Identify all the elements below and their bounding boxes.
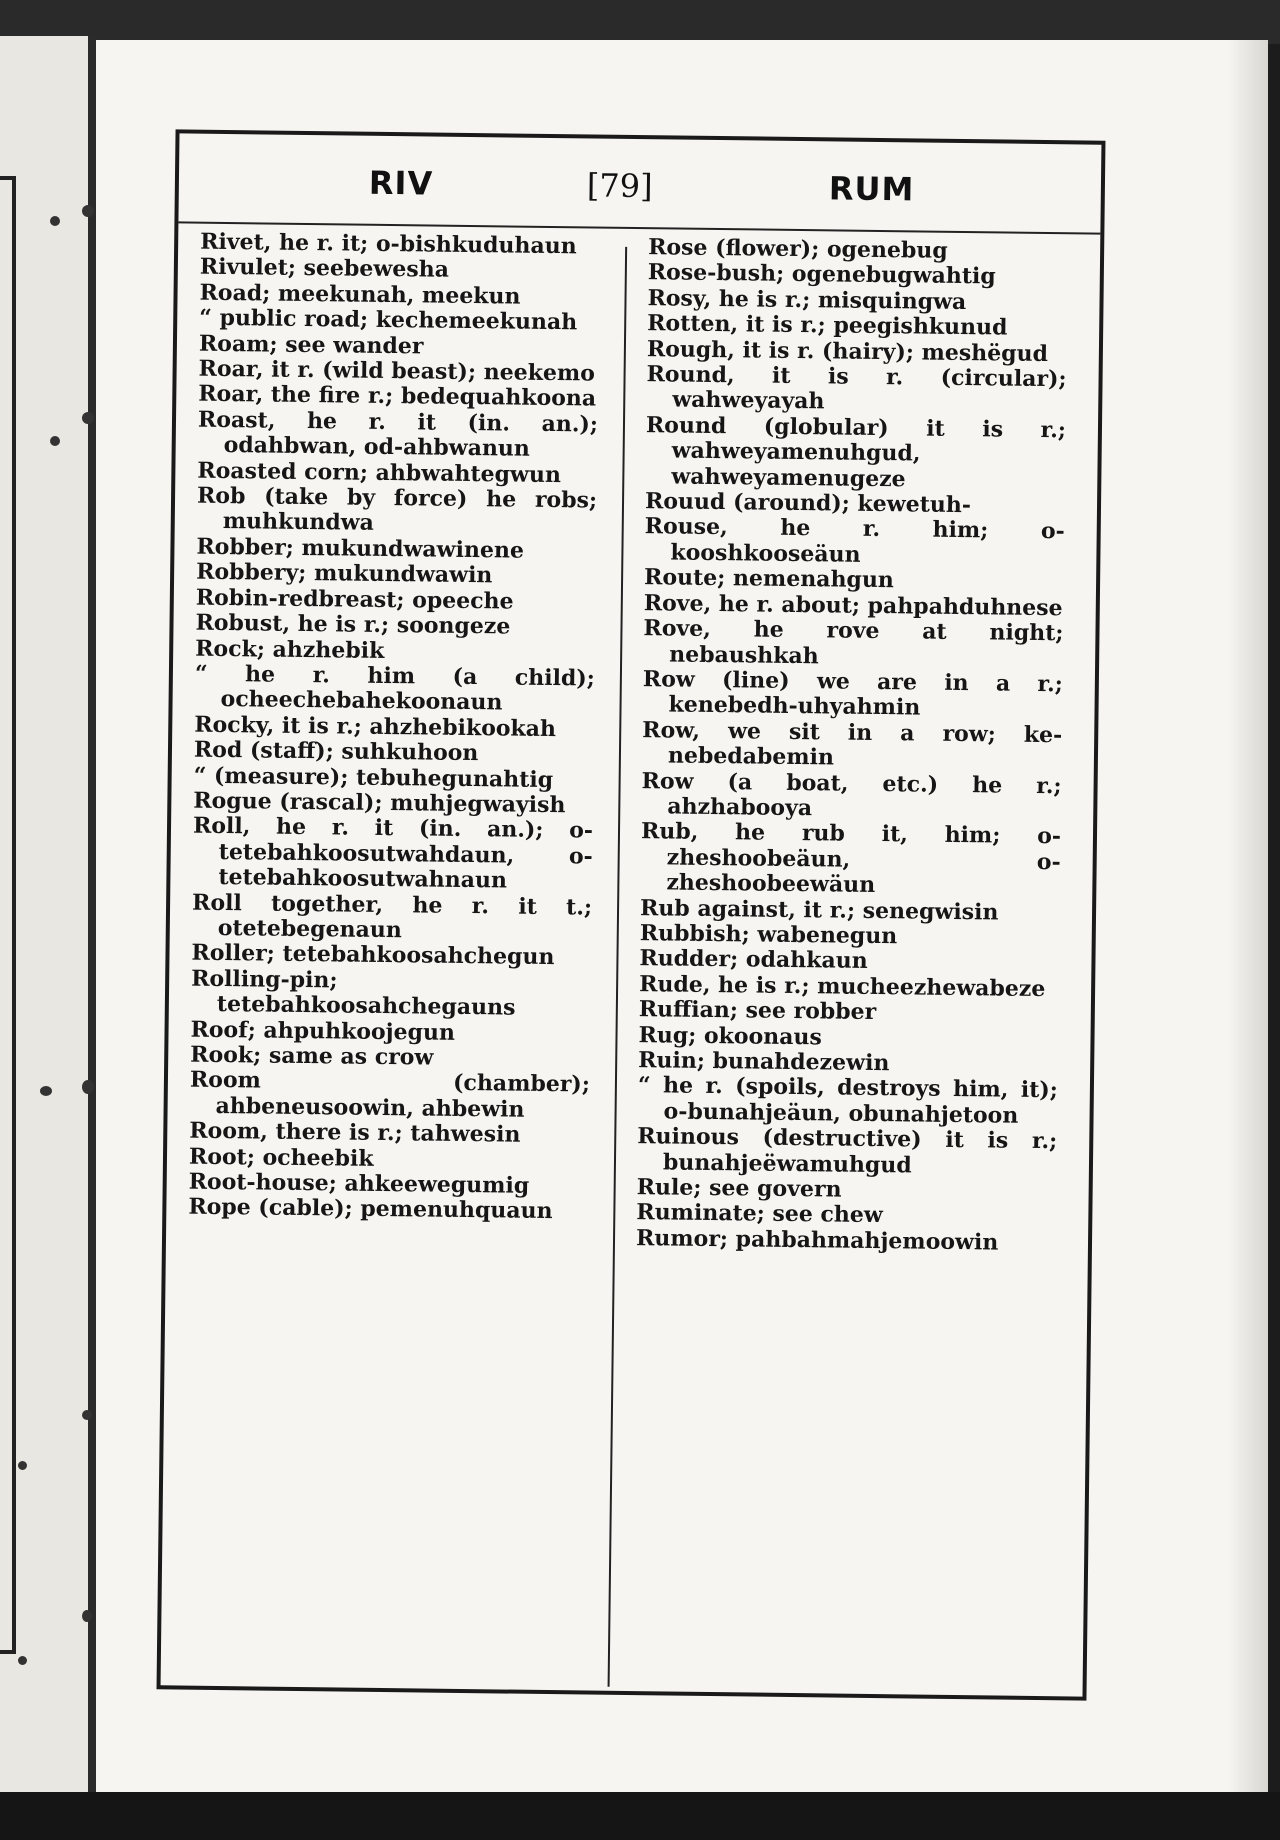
dictionary-entry: Ruffian; see robber bbox=[638, 996, 877, 1026]
dictionary-entry: Rug; okoonaus bbox=[638, 1021, 823, 1050]
scan-top-border bbox=[0, 0, 1280, 44]
dictionary-entry: Roam; see wander bbox=[198, 330, 424, 360]
dictionary-entry: Road; meekunah, meekun bbox=[199, 279, 521, 310]
dictionary-entry: Roar, the fire r.; bedequahkoona bbox=[198, 381, 597, 412]
dictionary-entry: Row (a boat, etc.) he r.; ahzhabooya bbox=[641, 767, 1062, 822]
page-binding bbox=[88, 36, 96, 1806]
dictionary-entry: Root; ocheebik bbox=[188, 1143, 374, 1172]
left-page-edge bbox=[0, 36, 96, 1806]
page-number: [79] bbox=[586, 166, 653, 206]
dictionary-entry: “ (measure); tebuhegunahtig bbox=[193, 762, 554, 793]
page-edge-shadow bbox=[1228, 40, 1268, 1808]
dictionary-entry: Robbery; mukundwawin bbox=[195, 558, 493, 589]
dictionary-entry: Rock; ahzhebik bbox=[195, 635, 385, 664]
dictionary-entry: “ public road; kechemeekunah bbox=[199, 304, 578, 336]
dictionary-entry: Room, there is r.; tahwesin bbox=[189, 1117, 521, 1148]
dictionary-entry: Rotten, it is r.; peegishkunud bbox=[647, 310, 1008, 341]
dictionary-column-right bbox=[636, 235, 1068, 1256]
column-divider bbox=[608, 247, 628, 1687]
guide-word-right: RUM bbox=[828, 169, 915, 209]
dictionary-entry: Robust, he is r.; soongeze bbox=[195, 609, 511, 640]
binding-mark bbox=[50, 216, 60, 226]
dictionary-entry: Rough, it is r. (hairy); meshëgud bbox=[646, 335, 1049, 367]
dictionary-entry: Roll together, he r. it t.; otetebegenaun bbox=[191, 889, 593, 944]
dictionary-entry: Rivet, he r. it; o-bishkuduhaun bbox=[200, 228, 577, 260]
dictionary-entry: Room (chamber); ahbeneusoowin, ahbewin bbox=[189, 1067, 591, 1123]
dictionary-entry: Roasted corn; ahbwahtegwun bbox=[197, 457, 562, 488]
dictionary-entry: Round (globular) it is r.; wahweyamenuhgud, wahweyamenugeze bbox=[645, 411, 1067, 492]
dictionary-entry: “ he r. (spoils, destroys him, it); o-bunahjeäun, obunahjetoon bbox=[637, 1072, 1059, 1129]
page-header bbox=[178, 133, 1101, 234]
dictionary-entry: Rope (cable); pemenuhquaun bbox=[188, 1194, 553, 1225]
dictionary-entry: Row, we sit in a row; ke-nebedabemin bbox=[642, 716, 1063, 771]
dictionary-entry: Rude, he is r.; mucheezhewabeze bbox=[639, 970, 1046, 1002]
left-page-frame-edge bbox=[0, 176, 16, 1654]
dictionary-entry: Root-house; ahkeewegumig bbox=[188, 1168, 530, 1199]
dictionary-entry: Rolling-pin; tetebahkoosahchegauns bbox=[191, 965, 516, 1021]
dictionary-entry: Roller; tetebahkoosahchegun bbox=[191, 940, 555, 971]
dictionary-entry: Rubbish; wabenegun bbox=[639, 920, 898, 950]
dictionary-entry: Ruinous (destructive) it is r.; bunahjeëwamuhgud bbox=[637, 1123, 1058, 1179]
dictionary-entry: Rosy, he is r.; misquingwa bbox=[647, 284, 967, 315]
page-frame bbox=[157, 129, 1106, 1700]
dictionary-entry: Ruin; bunahdezewin bbox=[638, 1047, 890, 1077]
binding-mark bbox=[82, 412, 94, 424]
dictionary-entry: Rove, he rove at night; nebaushkah bbox=[643, 615, 1064, 669]
dictionary-entry: Route; nemenahgun bbox=[643, 564, 895, 594]
dictionary-entry: Rose (flower); ogenebug bbox=[648, 234, 948, 264]
dictionary-entry: Rumor; pahbahmahjemoowin bbox=[635, 1224, 999, 1256]
binding-mark bbox=[18, 1656, 27, 1665]
dictionary-entry: Roof; ahpuhkoojegun bbox=[190, 1016, 456, 1046]
binding-mark bbox=[18, 1461, 27, 1470]
dictionary-entry: Ruminate; see chew bbox=[636, 1199, 883, 1229]
dictionary-entry: Rouud (around); kewetuh- bbox=[644, 488, 972, 519]
dictionary-entry: Rocky, it is r.; ahzhebikookah bbox=[194, 711, 557, 742]
dictionary-column-left bbox=[188, 230, 600, 1226]
dictionary-entry: Rob (take by force) he robs; muhkundwa bbox=[196, 482, 598, 537]
scan-bottom-border bbox=[0, 1792, 1280, 1840]
dictionary-entry: Rogue (rascal); muhjegwayish bbox=[193, 787, 566, 819]
dictionary-entry: Rook; same as crow bbox=[190, 1041, 434, 1071]
dictionary-entry: Rudder; odahkaun bbox=[639, 945, 868, 975]
dictionary-entry: Roll, he r. it (in. an.); o-tetebahkoosutwahdaun, o-tetebahkoosutwahnaun bbox=[192, 812, 594, 894]
dictionary-entry: Round, it is r. (circular); wahweyayah bbox=[646, 361, 1067, 415]
binding-mark bbox=[82, 1410, 92, 1420]
dictionary-entry: Robber; mukundwawinene bbox=[196, 533, 525, 564]
dictionary-entry: Rose-bush; ogenebugwahtig bbox=[647, 259, 996, 290]
binding-mark bbox=[40, 1086, 52, 1096]
dictionary-entry: Row (line) we are in a r.; kenebedh-uhyahmin bbox=[642, 666, 1064, 721]
dictionary-entry: Rub against, it r.; senegwisin bbox=[639, 894, 999, 926]
dictionary-entry: Rove, he r. about; pahpahduhnese bbox=[643, 589, 1063, 621]
dictionary-entry: Rub, he rub it, him; o-zheshoobeäun, o-zheshoobeewäun bbox=[640, 818, 1062, 899]
dictionary-entry: Roar, it r. (wild beast); neekemo bbox=[198, 355, 596, 387]
binding-mark bbox=[82, 1080, 94, 1094]
dictionary-entry: Rule; see govern bbox=[636, 1174, 842, 1203]
dictionary-entry: Roast, he r. it (in. an.); odahbwan, od-ahbwanun bbox=[197, 406, 599, 462]
binding-mark bbox=[82, 1610, 92, 1622]
dictionary-entry: Rivulet; seebewesha bbox=[199, 254, 450, 284]
dictionary-entry: Rouse, he r. him; o-kooshkooseäun bbox=[644, 513, 1065, 568]
dictionary-entry: “ he r. him (a child); ocheechebahekoonaun bbox=[194, 660, 596, 716]
dictionary-entry: Rod (staff); suhkuhoon bbox=[193, 736, 479, 767]
dictionary-entry: Robin-redbreast; opeeche bbox=[195, 584, 514, 615]
binding-mark bbox=[50, 436, 60, 446]
guide-word-left: RIV bbox=[368, 163, 434, 203]
binding-mark bbox=[82, 205, 94, 217]
